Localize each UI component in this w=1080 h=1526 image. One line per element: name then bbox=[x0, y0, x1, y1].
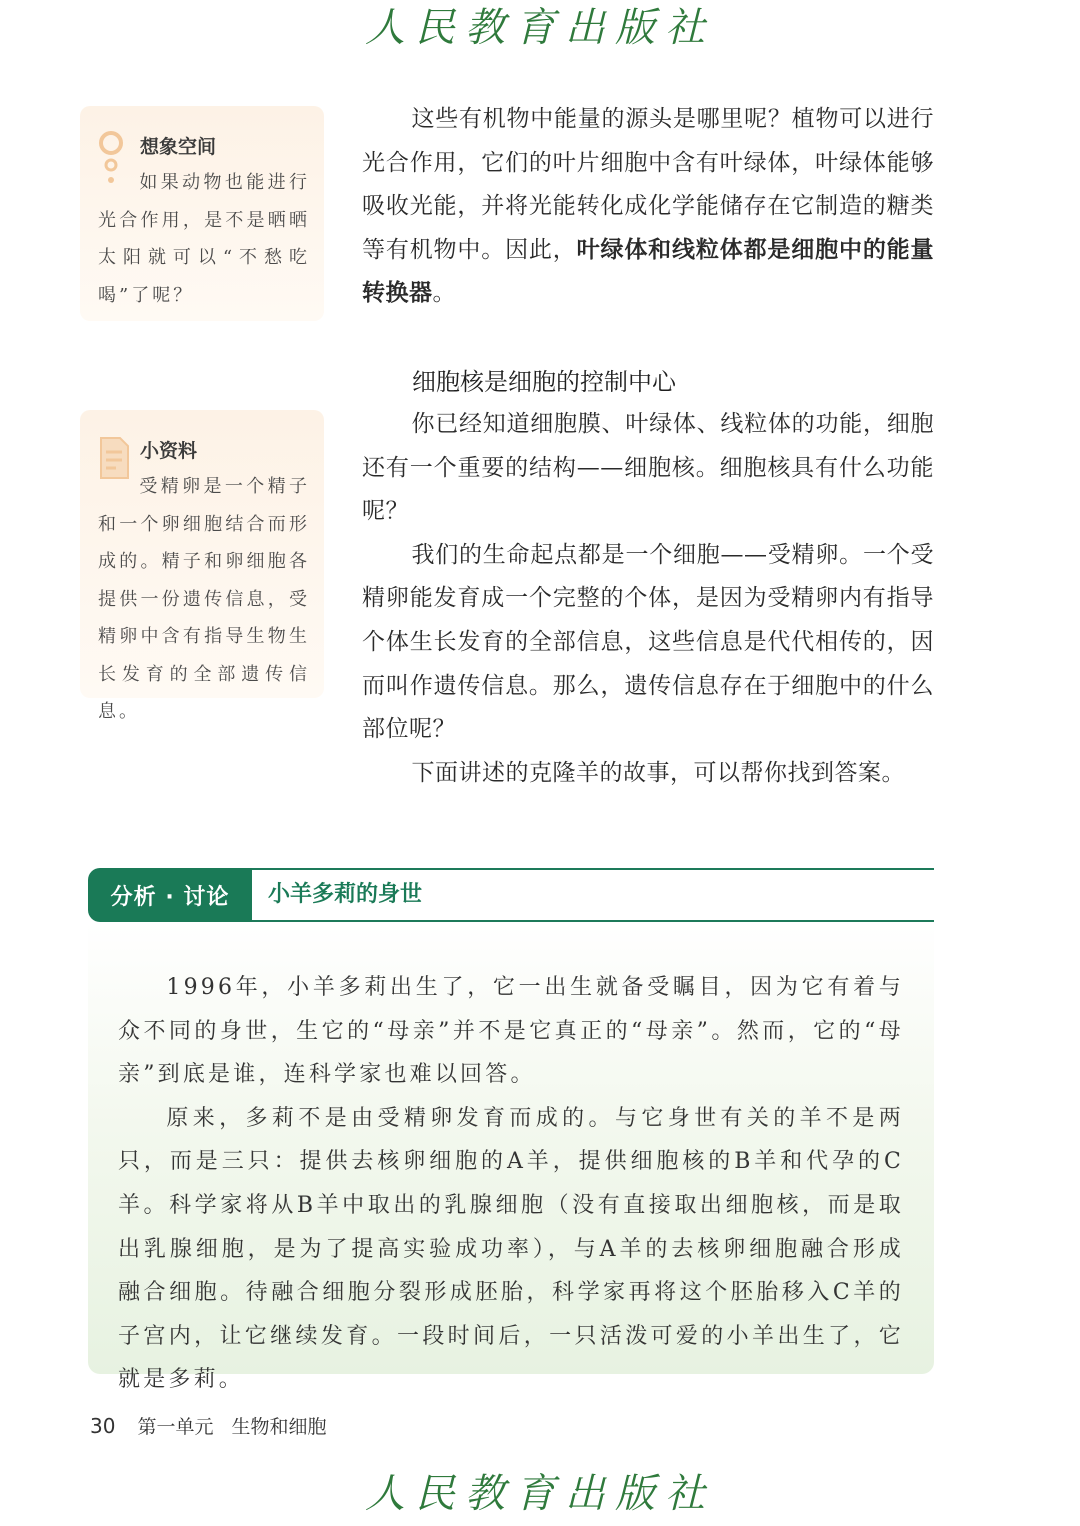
info-sidebar-box bbox=[80, 410, 324, 722]
main-paragraph-4: 下面讲述的克隆羊的故事，可以帮你找到答案。 bbox=[411, 759, 905, 786]
para1-normal: 这些有机物中能量的源头是哪里呢？植物可以进行光合作用，它们的叶片细胞中含有叶绿体，叶绿体能够吸收光能，并将光能转化成化学能储存在它制造的糖类等有机物中。因此， bbox=[362, 106, 934, 263]
discussion-paragraph-2: 原来，多莉不是由受精卵发育而成的。与它身世有关的羊不是两只，而是三只：提供去核卵细胞的A羊，提供细胞核的B羊和代孕的C羊。科学家将从B羊中取出的乳腺细胞（没有直接取出细胞核，而是取出乳腺细胞，是为了提高实验成功率），与A羊的去核卵细胞融合形成融合细胞。待融合细胞分裂形成胚胎，科学家再将这个胚胎移入C羊的子宫内，让它继续发育。一段时间后，一只活泼可爱的小羊出生了，它就是多莉。 bbox=[118, 1105, 904, 1393]
discussion-title: 小羊多莉的身世 bbox=[268, 882, 423, 907]
discussion-tag: 分析 · 讨论 bbox=[88, 868, 252, 922]
unit-title: 生物和细胞 bbox=[231, 1416, 327, 1438]
main-paragraph-3: 我们的生命起点都是一个细胞——受精卵。一个受精卵能发育成一个完整的个体，是因为受精卵内有指导个体生长发育的全部信息，这些信息是代代相传的，因而叫作遗传信息。那么，遗传信息存在于细胞中的什么部位呢？ bbox=[362, 541, 934, 743]
main-paragraph-1 bbox=[362, 98, 934, 316]
page-footer bbox=[90, 1412, 326, 1439]
discussion-paragraph-1: 1996年，小羊多莉出生了，它一出生就备受瞩目，因为它有着与众不同的身世，生它的“母亲”并不是它真正的“母亲”。然而，它的“母亲”到底是谁，连科学家也难以回答。 bbox=[118, 975, 904, 1088]
publisher-watermark-bottom: 人民教育出版社 bbox=[365, 1471, 715, 1517]
unit-label: 第一单元 bbox=[137, 1416, 214, 1438]
para1-end: 。 bbox=[432, 280, 456, 307]
discussion-box bbox=[88, 922, 934, 1393]
para1-bold-statement: 叶绿体和线粒体都是细胞中的能量转换器 bbox=[362, 236, 935, 307]
info-title: 小资料 bbox=[140, 440, 198, 462]
imagine-title: 想象空间 bbox=[140, 136, 217, 158]
discussion-header bbox=[88, 868, 934, 922]
info-text: 受精卵是一个精子和一个卵细胞结合而形成的。精子和卵细胞各提供一份遗传信息，受精卵中含有指导生物生长发育的全部遗传信息。 bbox=[98, 476, 310, 722]
imagine-text: 如果动物也能进行光合作用，是不是晒晒太阳就可以“不愁吃喝”了呢？ bbox=[98, 172, 310, 306]
page-number: 30 bbox=[90, 1414, 116, 1438]
publisher-watermark-top: 人民教育出版社 bbox=[365, 5, 715, 51]
main-paragraphs-2 bbox=[362, 403, 934, 795]
main-paragraph-2: 你已经知道细胞膜、叶绿体、线粒体的功能，细胞还有一个重要的结构——细胞核。细胞核具有什么功能呢？ bbox=[362, 411, 934, 525]
imagine-sidebar-box bbox=[80, 106, 324, 321]
section-heading: 细胞核是细胞的控制中心 bbox=[412, 368, 676, 396]
